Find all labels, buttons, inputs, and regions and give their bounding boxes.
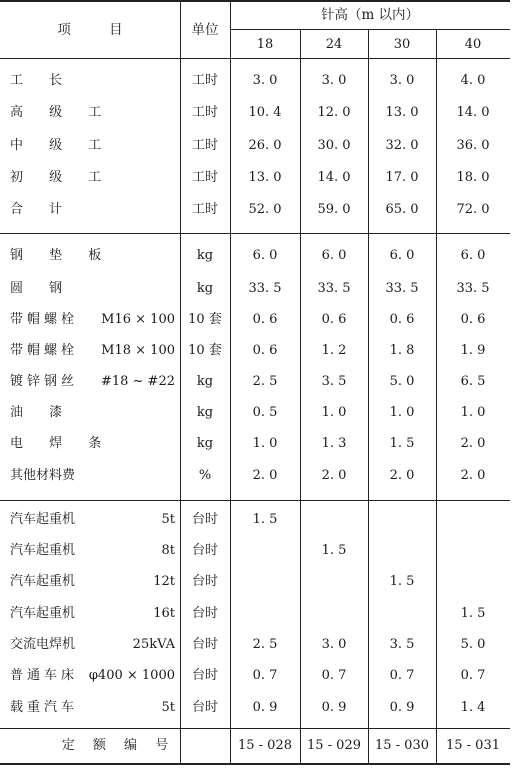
row-value: 32. 0 xyxy=(385,138,419,153)
row-name: 汽车起重机 xyxy=(10,543,76,558)
row-value: 1. 5 xyxy=(460,606,486,621)
row-name: 圆 钢 xyxy=(10,281,63,296)
row-name: 汽车起重机 xyxy=(10,606,76,621)
row-unit: kg xyxy=(196,374,214,389)
row-value: 1. 5 xyxy=(389,574,415,589)
row-value: 1. 5 xyxy=(321,543,347,558)
row-value: 14. 0 xyxy=(456,105,490,120)
horizontal-rule xyxy=(0,233,510,234)
row-value: 13. 0 xyxy=(385,105,419,120)
row-unit: 工时 xyxy=(191,73,218,88)
row-unit: 10 套 xyxy=(188,343,222,358)
row-value: 0. 7 xyxy=(252,668,278,683)
header-group: 针高（m 以内） xyxy=(320,7,420,23)
header-col-40: 40 xyxy=(464,37,482,52)
row-name: 合 计 xyxy=(10,202,63,217)
row-spec: 12t xyxy=(153,574,175,589)
footer-code: 15 - 031 xyxy=(445,738,500,753)
row-name: 电 焊 条 xyxy=(10,436,102,451)
row-value: 33. 5 xyxy=(385,281,419,296)
row-name: 汽车起重机 xyxy=(10,512,76,527)
row-value: 1. 0 xyxy=(321,405,347,420)
header-item: 项 目 xyxy=(57,22,123,38)
row-unit: 10 套 xyxy=(188,312,222,327)
row-value: 6. 0 xyxy=(389,248,415,263)
row-value: 3. 0 xyxy=(252,73,278,88)
row-value: 6. 0 xyxy=(321,248,347,263)
row-value: 0. 9 xyxy=(321,700,347,715)
horizontal-rule xyxy=(230,29,510,30)
row-value: 6. 0 xyxy=(252,248,278,263)
row-value: 33. 5 xyxy=(456,281,490,296)
row-unit: 台时 xyxy=(191,700,218,715)
header-unit: 单位 xyxy=(191,22,219,38)
row-value: 0. 6 xyxy=(321,312,347,327)
row-value: 1. 3 xyxy=(321,436,347,451)
row-value: 2. 0 xyxy=(321,468,347,483)
row-value: 0. 6 xyxy=(252,343,278,358)
row-value: 2. 0 xyxy=(460,468,486,483)
row-value: 3. 0 xyxy=(321,73,347,88)
footer-code: 15 - 029 xyxy=(306,738,361,753)
row-name: 油 漆 xyxy=(10,405,63,420)
row-spec: #18 ~ #22 xyxy=(100,374,175,389)
row-value: 2. 0 xyxy=(460,436,486,451)
row-name: 其他材料费 xyxy=(10,468,76,483)
row-name: 汽车起重机 xyxy=(10,574,76,589)
row-spec: M18 × 100 xyxy=(101,343,175,358)
horizontal-rule xyxy=(0,500,510,501)
row-spec: 8t xyxy=(161,543,175,558)
row-value: 33. 5 xyxy=(317,281,351,296)
row-spec: 25kVA xyxy=(132,637,175,652)
row-value: 36. 0 xyxy=(456,138,490,153)
row-value: 1. 0 xyxy=(389,405,415,420)
row-value: 0. 6 xyxy=(460,312,486,327)
row-name: 载重汽车 xyxy=(10,700,79,715)
footer-code: 15 - 030 xyxy=(374,738,429,753)
row-value: 10. 4 xyxy=(248,105,282,120)
header-col-24: 24 xyxy=(325,37,343,52)
row-value: 1. 8 xyxy=(389,343,415,358)
row-value: 5. 0 xyxy=(460,637,486,652)
row-name: 交流电焊机 xyxy=(10,637,76,652)
row-value: 0. 7 xyxy=(460,668,486,683)
row-value: 0. 6 xyxy=(389,312,415,327)
row-value: 0. 7 xyxy=(321,668,347,683)
row-value: 3. 0 xyxy=(389,73,415,88)
row-value: 3. 0 xyxy=(321,637,347,652)
row-unit: 工时 xyxy=(191,105,218,120)
row-value: 0. 5 xyxy=(252,405,278,420)
row-unit: 工时 xyxy=(191,138,218,153)
row-unit: kg xyxy=(196,248,214,263)
row-name: 普通车床 xyxy=(10,668,79,683)
row-value: 1. 2 xyxy=(321,343,347,358)
row-value: 18. 0 xyxy=(456,170,490,185)
row-value: 2. 5 xyxy=(252,374,278,389)
row-value: 0. 7 xyxy=(389,668,415,683)
row-name: 镀锌钢丝 xyxy=(10,374,79,389)
row-unit: kg xyxy=(196,436,214,451)
row-unit: 台时 xyxy=(191,543,218,558)
row-value: 13. 0 xyxy=(248,170,282,185)
row-value: 12. 0 xyxy=(317,105,351,120)
row-name: 带帽螺栓 xyxy=(10,312,79,327)
footer-code: 15 - 028 xyxy=(237,738,292,753)
row-name: 钢 垫 板 xyxy=(10,248,102,263)
row-value: 1. 5 xyxy=(389,436,415,451)
row-value: 1. 0 xyxy=(252,436,278,451)
row-name: 带帽螺栓 xyxy=(10,343,79,358)
row-value: 3. 5 xyxy=(389,637,415,652)
row-value: 0. 6 xyxy=(252,312,278,327)
row-spec: 5t xyxy=(161,700,175,715)
row-value: 59. 0 xyxy=(317,202,351,217)
row-spec: 16t xyxy=(153,606,175,621)
row-unit: 台时 xyxy=(191,668,218,683)
row-value: 72. 0 xyxy=(456,202,490,217)
row-value: 17. 0 xyxy=(385,170,419,185)
row-value: 14. 0 xyxy=(317,170,351,185)
row-value: 2. 0 xyxy=(252,468,278,483)
row-name: 工 长 xyxy=(10,73,63,88)
row-value: 0. 9 xyxy=(389,700,415,715)
row-value: 26. 0 xyxy=(248,138,282,153)
row-unit: 工时 xyxy=(191,170,218,185)
row-value: 65. 0 xyxy=(385,202,419,217)
row-unit: 台时 xyxy=(191,637,218,652)
horizontal-rule xyxy=(0,0,510,2)
row-value: 2. 5 xyxy=(252,637,278,652)
row-unit: 台时 xyxy=(191,574,218,589)
row-unit: 台时 xyxy=(191,512,218,527)
row-name: 中 级 工 xyxy=(10,138,102,153)
footer-label: 定 额 编 号 xyxy=(61,738,169,753)
row-value: 30. 0 xyxy=(317,138,351,153)
row-value: 52. 0 xyxy=(248,202,282,217)
row-unit: kg xyxy=(196,405,214,420)
row-unit: 工时 xyxy=(191,202,218,217)
row-value: 1. 0 xyxy=(460,405,486,420)
row-value: 2. 0 xyxy=(389,468,415,483)
row-value: 3. 5 xyxy=(321,374,347,389)
row-spec: M16 × 100 xyxy=(101,312,175,327)
horizontal-rule xyxy=(0,58,510,59)
row-spec: 5t xyxy=(161,512,175,527)
row-unit: % xyxy=(198,468,212,483)
horizontal-rule xyxy=(0,728,510,729)
row-value: 0. 9 xyxy=(252,700,278,715)
row-value: 1. 4 xyxy=(460,700,486,715)
row-value: 5. 0 xyxy=(389,374,415,389)
row-unit: 台时 xyxy=(191,606,218,621)
row-value: 1. 9 xyxy=(460,343,486,358)
row-value: 6. 5 xyxy=(460,374,486,389)
horizontal-rule xyxy=(0,763,510,765)
row-name: 初 级 工 xyxy=(10,170,102,185)
header-col-18: 18 xyxy=(256,37,274,52)
row-value: 6. 0 xyxy=(460,248,486,263)
header-col-30: 30 xyxy=(393,37,411,52)
row-name: 高 级 工 xyxy=(10,105,102,120)
row-value: 4. 0 xyxy=(460,73,486,88)
row-value: 33. 5 xyxy=(248,281,282,296)
row-unit: kg xyxy=(196,281,214,296)
row-value: 1. 5 xyxy=(252,512,278,527)
row-spec: φ400 × 1000 xyxy=(88,668,175,683)
